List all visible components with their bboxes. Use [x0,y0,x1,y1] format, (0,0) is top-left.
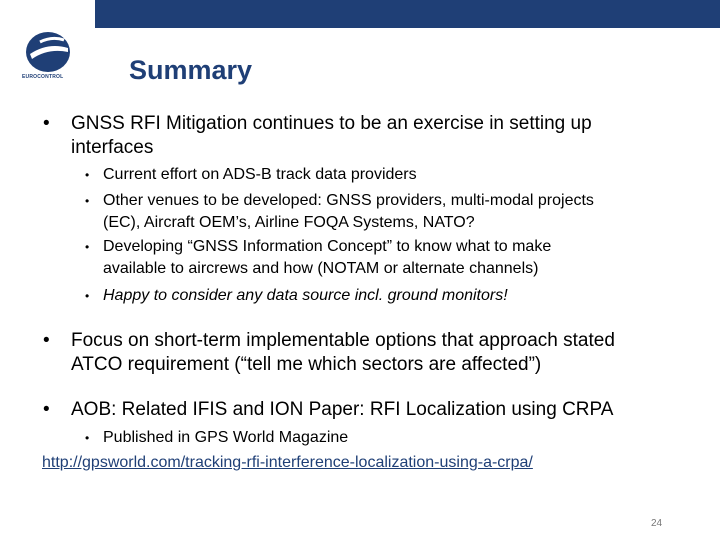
sub-bullet-text: Published in GPS World Magazine [103,429,349,446]
bullet-text-cont: ATCO requirement (“tell me which sectors are affected”) [71,354,542,375]
header-bar [95,0,720,28]
bullet-dot: • [85,194,90,208]
bullet-dot: • [85,168,90,182]
bullet-text: AOB: Related IFIS and ION Paper: RFI Localization using CRPA [71,399,614,420]
bullet-text: GNSS RFI Mitigation continues to be an exercise in setting up [71,113,592,134]
bullet-dot: • [43,399,50,420]
bullet-text: Focus on short-term implementable options that approach stated [71,330,615,351]
bullet-text-cont: interfaces [71,137,154,158]
sub-bullet-text: Other venues to be developed: GNSS providers, multi-modal projects [103,192,594,209]
sub-bullet-text-cont: (EC), Aircraft OEM’s, Airline FOQA Systems, NATO? [103,214,475,231]
sub-bullet-text-cont: available to aircrews and how (NOTAM or alternate channels) [103,260,539,277]
page-number: 24 [651,518,663,529]
page-title: Summary [129,55,253,85]
sub-bullet-text: Current effort on ADS-B track data providers [103,166,417,183]
sub-bullet-text: Happy to consider any data source incl. ground monitors! [103,287,508,304]
sub-bullet-text: Developing “GNSS Information Concept” to know what to make [103,238,552,255]
gpsworld-link[interactable]: http://gpsworld.com/tracking-rfi-interference-localization-using-a-crpa/ [42,454,533,471]
bullet-dot: • [43,113,50,134]
bullet-dot: • [85,289,90,303]
bullet-dot: • [85,431,90,445]
bullet-dot: • [85,240,90,254]
logo-text: EUROCONTROL [22,74,64,80]
bullet-dot: • [43,330,50,351]
